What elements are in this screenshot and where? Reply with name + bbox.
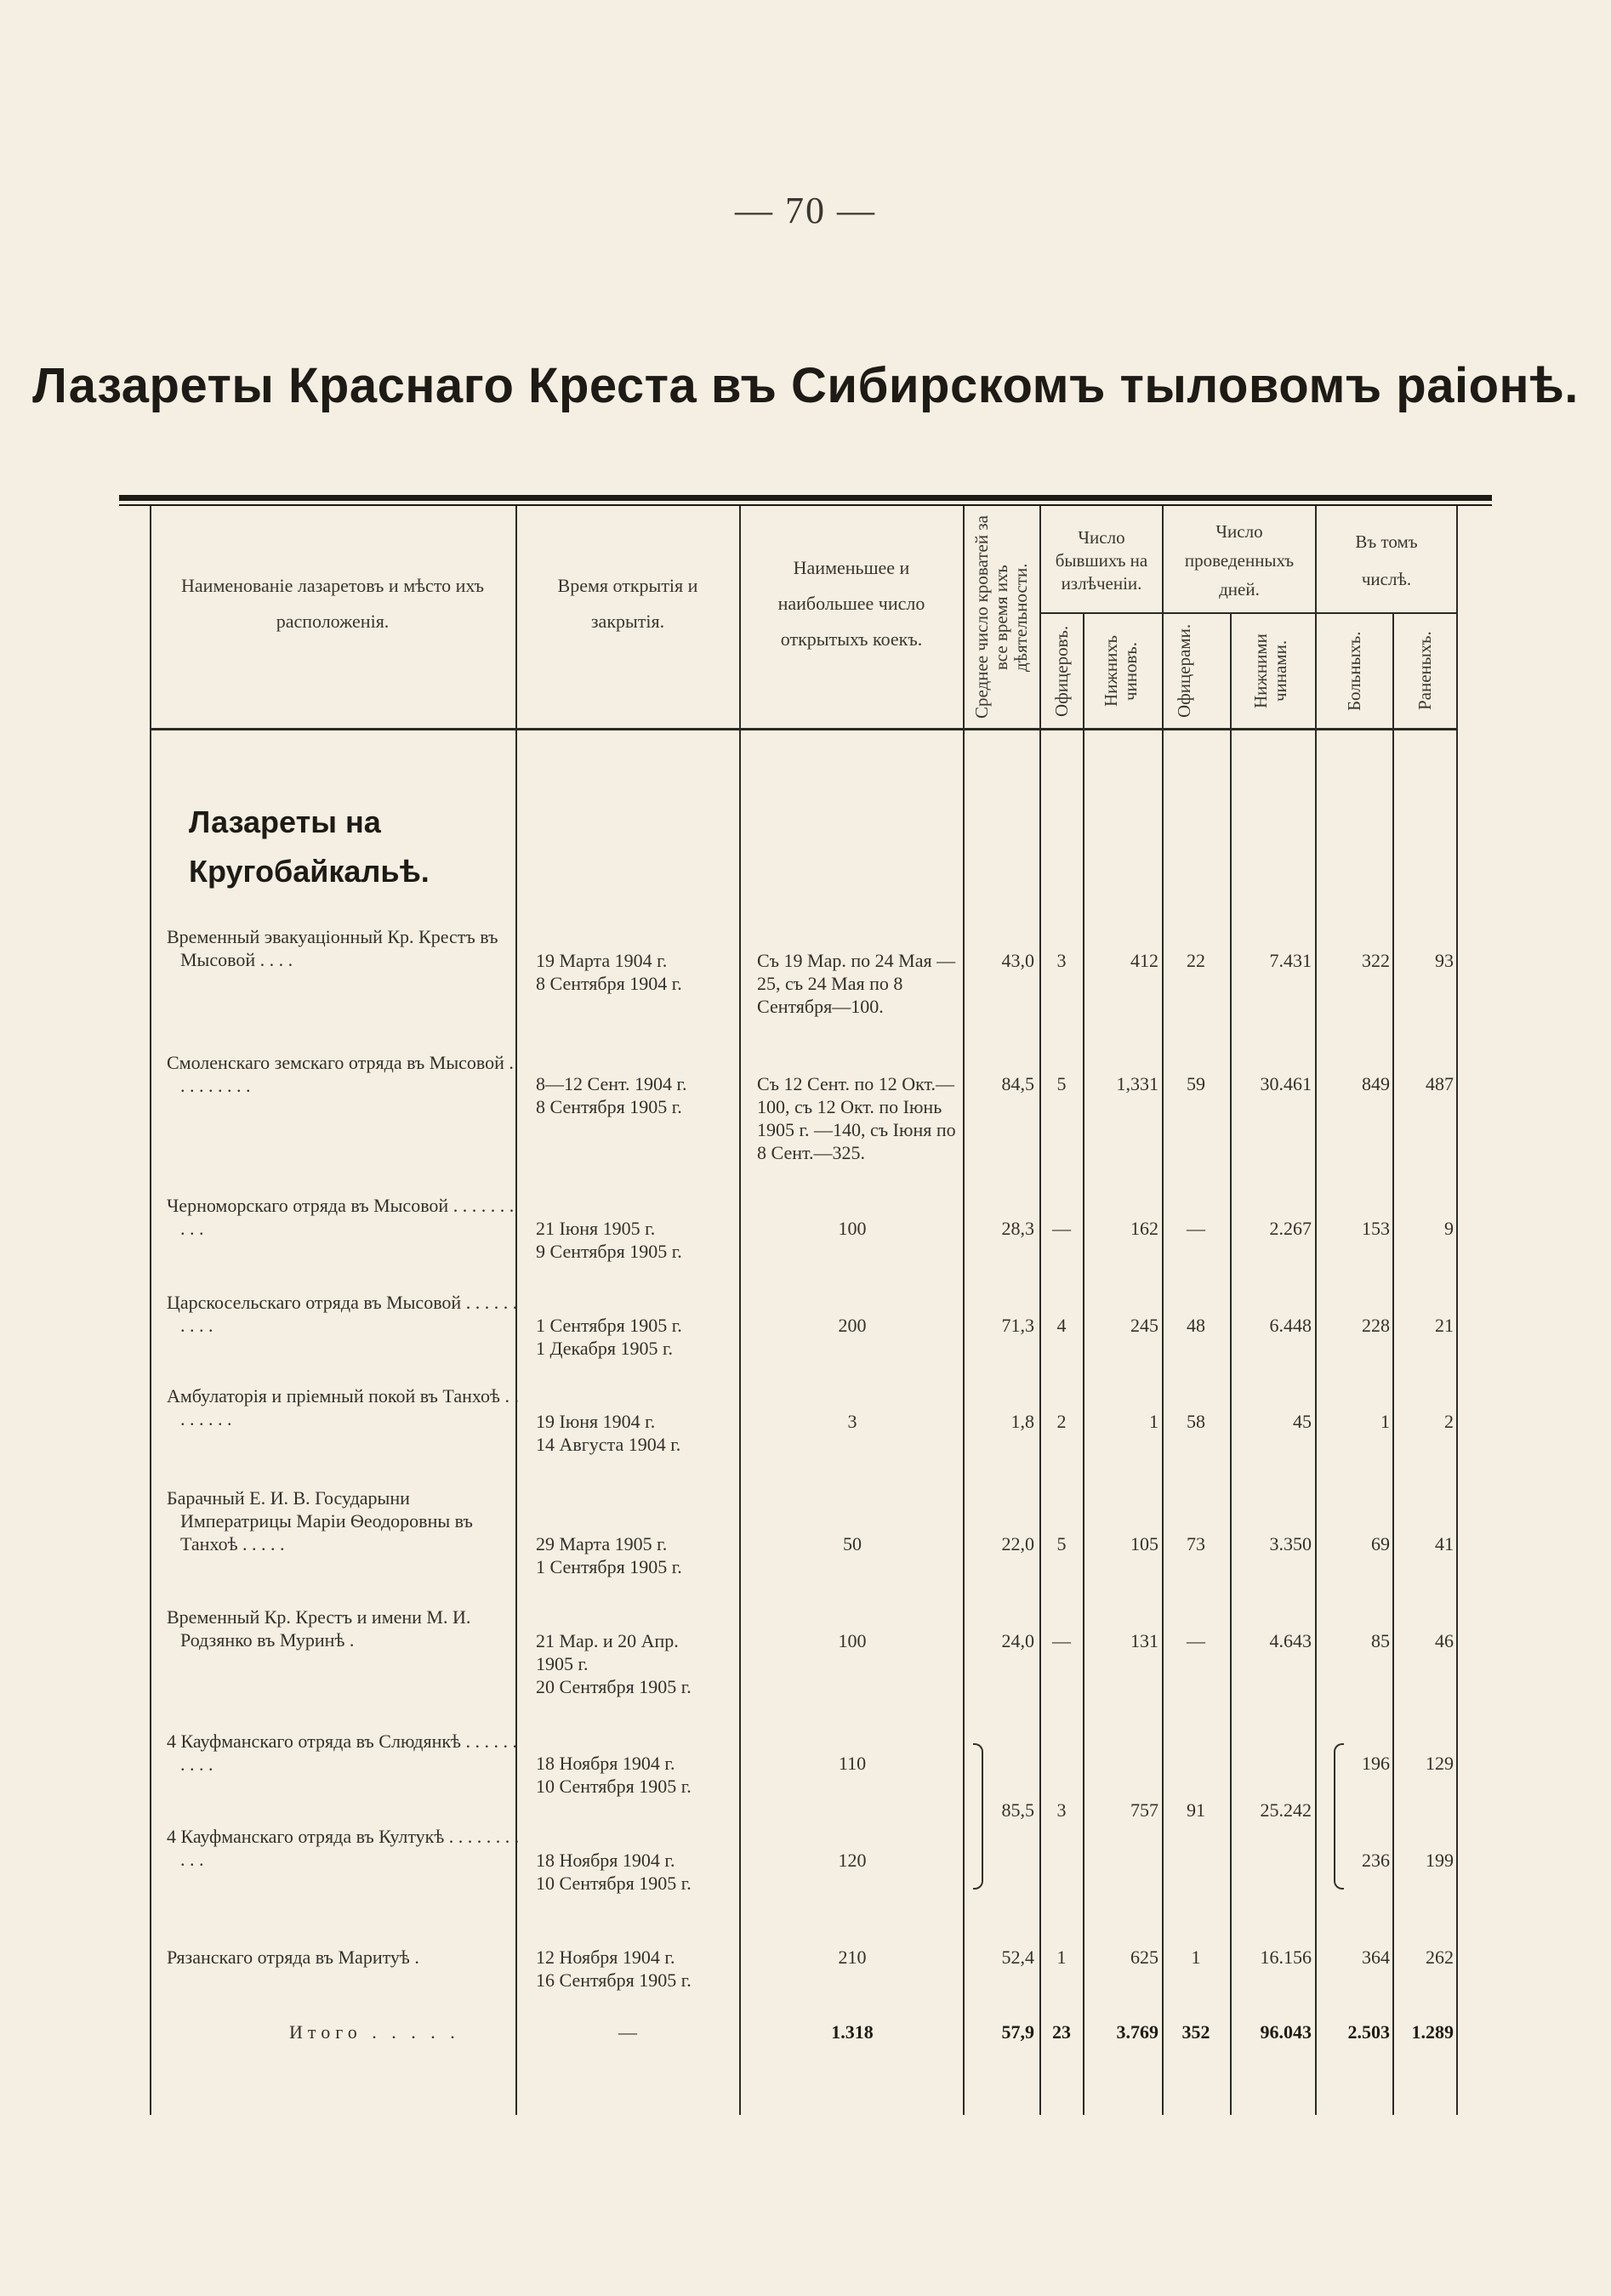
row-sick: 69 bbox=[1371, 1533, 1390, 1554]
row-wounded: 21 bbox=[1435, 1315, 1454, 1336]
header-treated-ranks-text: Нижнихъ чиновъ. bbox=[1101, 635, 1141, 707]
row-off: — bbox=[1052, 1218, 1071, 1239]
row-time: 18 Ноября 1904 г. 10 Сентября 1905 г. bbox=[536, 1753, 692, 1797]
row-wounded: 487 bbox=[1426, 1073, 1454, 1094]
row-name: Смоленскаго земскаго отряда въ Мысовой . . . . . . . . . bbox=[167, 1052, 514, 1096]
total-doff: 352 bbox=[1181, 2021, 1210, 2043]
row-avg: 1,8 bbox=[1010, 1411, 1034, 1432]
row-wounded: 2 bbox=[1444, 1411, 1454, 1432]
row-avg: 28,3 bbox=[1001, 1218, 1034, 1239]
row-sick: 364 bbox=[1362, 1946, 1390, 1968]
page-title: Лазареты Краснаго Креста въ Сибирскомъ тыловомъ раіонѣ. bbox=[32, 358, 1579, 413]
row-avg: 71,3 bbox=[1001, 1315, 1034, 1336]
header-treated-ranks bbox=[1084, 616, 1161, 726]
row-time: 21 Мар. и 20 Апр. 1905 г. 20 Сентября 1905 г. bbox=[536, 1630, 692, 1697]
row-doff: 73 bbox=[1187, 1533, 1205, 1554]
row-dranks: 6.448 bbox=[1269, 1315, 1312, 1336]
row-off: — bbox=[1052, 1630, 1071, 1651]
top-rule bbox=[119, 495, 1492, 501]
header-incl-wounded bbox=[1394, 616, 1455, 726]
total-dranks: 96.043 bbox=[1260, 2021, 1312, 2043]
row-sick: 153 bbox=[1362, 1218, 1390, 1239]
row-name: Амбулаторія и пріемный покой въ Танхоѣ . . . . . . . . bbox=[167, 1385, 519, 1429]
row-dranks: 45 bbox=[1293, 1411, 1312, 1432]
row-sick: 236 bbox=[1362, 1850, 1390, 1871]
row-beds: 210 bbox=[838, 1946, 867, 1968]
row-time: 8—12 Сент. 1904 г. 8 Сентября 1905 г. bbox=[536, 1073, 687, 1117]
row-ranks: 245 bbox=[1130, 1315, 1158, 1336]
total-avg: 57,9 bbox=[1001, 2021, 1034, 2043]
row-dranks: 4.643 bbox=[1269, 1630, 1312, 1651]
row-name: Временный эвакуаціонный Кр. Крестъ въ Мысовой . . . . bbox=[167, 926, 498, 970]
row-name: Рязанскаго отряда въ Маритуѣ . bbox=[167, 1946, 419, 1968]
row-off: 5 bbox=[1056, 1073, 1067, 1094]
header-treated-officers-text: Офицеровъ. bbox=[1050, 625, 1072, 717]
header-days: Число проведенныхъ дней. bbox=[1184, 521, 1295, 600]
row-avg: 22,0 bbox=[1001, 1533, 1034, 1554]
row-ranks: 105 bbox=[1130, 1533, 1158, 1554]
row-dranks: 2.267 bbox=[1269, 1218, 1312, 1239]
header-days-officers-text: Офицерами. bbox=[1174, 623, 1194, 719]
grid-line bbox=[1315, 506, 1317, 2115]
header-incl-sick-text: Больныхъ. bbox=[1343, 631, 1364, 711]
header-treated: Число бывшихъ на излѣченіи. bbox=[1055, 526, 1148, 594]
total-off: 23 bbox=[1052, 2021, 1071, 2043]
total-time: — bbox=[618, 2021, 637, 2043]
row-time: 19 Іюня 1904 г. 14 Августа 1904 г. bbox=[536, 1411, 681, 1455]
row-off: 4 bbox=[1056, 1315, 1067, 1336]
grid-line bbox=[1456, 506, 1458, 2115]
grid-line bbox=[150, 506, 151, 2115]
row-dranks: 30.461 bbox=[1260, 1073, 1312, 1094]
row-beds: 200 bbox=[838, 1315, 867, 1336]
header-incl-wounded-text: Раненыхъ. bbox=[1414, 631, 1435, 711]
section-title: Лазареты на Кругобайкальѣ. bbox=[189, 804, 430, 889]
total-sick: 2.503 bbox=[1347, 2021, 1390, 2043]
header-beds: Наименьшее и наибольшее число открытыхъ коекъ. bbox=[777, 557, 925, 650]
row-beds: 3 bbox=[847, 1411, 857, 1432]
row-doff: 1 bbox=[1191, 1946, 1201, 1968]
row-doff: 48 bbox=[1187, 1315, 1205, 1336]
grid-line bbox=[1162, 506, 1164, 2115]
header-rule bbox=[150, 728, 1458, 730]
row-beds: 100 bbox=[838, 1630, 867, 1651]
grid-line bbox=[1392, 612, 1394, 2115]
kaufman-dranks: 25.242 bbox=[1260, 1799, 1312, 1821]
grid-line bbox=[1083, 612, 1084, 2115]
total-ranks: 3.769 bbox=[1116, 2021, 1158, 2043]
row-sick: 228 bbox=[1362, 1315, 1390, 1336]
header-avg-beds-text: Среднее число кроватей за все время ихъ дѣятельности. bbox=[971, 515, 1031, 719]
kaufman-avg: 85,5 bbox=[1001, 1799, 1034, 1821]
kaufman-off: 3 bbox=[1056, 1799, 1067, 1821]
row-doff: — bbox=[1187, 1218, 1205, 1239]
row-beds: 100 bbox=[838, 1218, 867, 1239]
row-name: 4 Кауфманскаго отряда въ Култукѣ . . . . . . . . . . . bbox=[167, 1826, 520, 1870]
row-name: Временный Кр. Крестъ и имени М. И. Родзянко въ Муринѣ . bbox=[167, 1606, 471, 1651]
top-rule-thin bbox=[119, 504, 1492, 506]
header-days-ranks-text: Нижними чинами. bbox=[1250, 634, 1290, 708]
row-wounded: 262 bbox=[1426, 1946, 1454, 1968]
row-dranks: 7.431 bbox=[1269, 950, 1312, 971]
page-number: — 70 — bbox=[735, 190, 876, 231]
row-beds: 110 bbox=[838, 1753, 867, 1774]
row-dranks: 3.350 bbox=[1269, 1533, 1312, 1554]
row-sick: 196 bbox=[1362, 1753, 1390, 1774]
row-sick: 849 bbox=[1362, 1073, 1390, 1094]
header-incl: Въ томъ числѣ. bbox=[1355, 531, 1418, 589]
total-label: Итого . . . . . bbox=[289, 2021, 460, 2043]
row-wounded: 129 bbox=[1426, 1753, 1454, 1774]
grid-line bbox=[739, 506, 741, 2115]
row-wounded: 93 bbox=[1435, 950, 1454, 971]
header-time: Время открытія и закрытія. bbox=[557, 575, 698, 632]
total-wounded: 1.289 bbox=[1411, 2021, 1454, 2043]
header-treated-officers bbox=[1041, 616, 1082, 726]
row-off: 5 bbox=[1056, 1533, 1067, 1554]
row-avg: 84,5 bbox=[1001, 1073, 1034, 1094]
row-sick: 1 bbox=[1380, 1411, 1390, 1432]
row-name: Царскосельскаго отряда въ Мысовой . . . . . . . . . . bbox=[167, 1292, 518, 1336]
row-time: 19 Марта 1904 г. 8 Сентября 1904 г. bbox=[536, 950, 682, 994]
row-ranks: 1,331 bbox=[1116, 1073, 1158, 1094]
row-doff: — bbox=[1187, 1630, 1205, 1651]
row-ranks: 162 bbox=[1130, 1218, 1158, 1239]
row-ranks: 1 bbox=[1149, 1411, 1158, 1432]
grid-line bbox=[963, 506, 965, 2115]
row-ranks: 412 bbox=[1130, 950, 1158, 971]
row-sick: 322 bbox=[1362, 950, 1390, 971]
row-name: Черноморскаго отряда въ Мысовой . . . . . . . . . . bbox=[167, 1195, 515, 1239]
row-ranks: 131 bbox=[1130, 1630, 1158, 1651]
row-off: 3 bbox=[1056, 950, 1067, 971]
grid-line bbox=[1039, 506, 1041, 2115]
header-avg-beds bbox=[965, 510, 1038, 725]
header-name: Наименованіе лазаретовъ и мѣсто ихъ расположенія. bbox=[181, 575, 484, 632]
row-beds: 50 bbox=[843, 1533, 862, 1554]
row-wounded: 46 bbox=[1435, 1630, 1454, 1651]
grid-line bbox=[1230, 612, 1232, 2115]
row-ranks: 625 bbox=[1130, 1946, 1158, 1968]
right-brace bbox=[1334, 1743, 1344, 1890]
grid-line bbox=[1039, 612, 1458, 614]
row-dranks: 16.156 bbox=[1260, 1946, 1312, 1968]
kaufman-ranks: 757 bbox=[1130, 1799, 1158, 1821]
kaufman-doff: 91 bbox=[1187, 1799, 1205, 1821]
row-time: 1 Сентября 1905 г. 1 Декабря 1905 г. bbox=[536, 1315, 682, 1359]
header-days-officers bbox=[1164, 616, 1228, 726]
row-doff: 22 bbox=[1187, 950, 1205, 971]
row-time: 12 Ноября 1904 г. 16 Сентября 1905 г. bbox=[536, 1946, 692, 1991]
row-name: 4 Кауфманскаго отряда въ Слюдянкѣ . . . . . . . . . . bbox=[167, 1731, 517, 1775]
row-wounded: 41 bbox=[1435, 1533, 1454, 1554]
row-name: Барачный Е. И. В. Государыни Императрицы Маріи Ѳеодоровны въ Танхоѣ . . . . . bbox=[167, 1487, 473, 1554]
row-time: 21 Іюня 1905 г. 9 Сентября 1905 г. bbox=[536, 1218, 682, 1262]
row-avg: 52,4 bbox=[1001, 1946, 1034, 1968]
row-off: 2 bbox=[1056, 1411, 1067, 1432]
row-doff: 59 bbox=[1187, 1073, 1205, 1094]
total-beds: 1.318 bbox=[831, 2021, 874, 2043]
header-days-ranks bbox=[1232, 616, 1313, 726]
row-beds: Съ 12 Сент. по 12 Окт.—100, съ 12 Окт. по Іюнь 1905 г. —140, съ Іюня по 8 Сент.—325. bbox=[757, 1073, 956, 1163]
row-beds: Съ 19 Мар. по 24 Мая — 25, съ 24 Мая по 8 Сентября—100. bbox=[757, 950, 956, 1017]
row-time: 18 Ноября 1904 г. 10 Сентября 1905 г. bbox=[536, 1850, 692, 1894]
row-avg: 43,0 bbox=[1001, 950, 1034, 971]
row-beds: 120 bbox=[838, 1850, 867, 1871]
row-wounded: 9 bbox=[1444, 1218, 1454, 1239]
row-wounded: 199 bbox=[1426, 1850, 1454, 1871]
row-off: 1 bbox=[1056, 1946, 1067, 1968]
row-avg: 24,0 bbox=[1001, 1630, 1034, 1651]
row-sick: 85 bbox=[1371, 1630, 1390, 1651]
row-time: 29 Марта 1905 г. 1 Сентября 1905 г. bbox=[536, 1533, 682, 1577]
header-incl-sick bbox=[1317, 616, 1392, 726]
row-doff: 58 bbox=[1187, 1411, 1205, 1432]
